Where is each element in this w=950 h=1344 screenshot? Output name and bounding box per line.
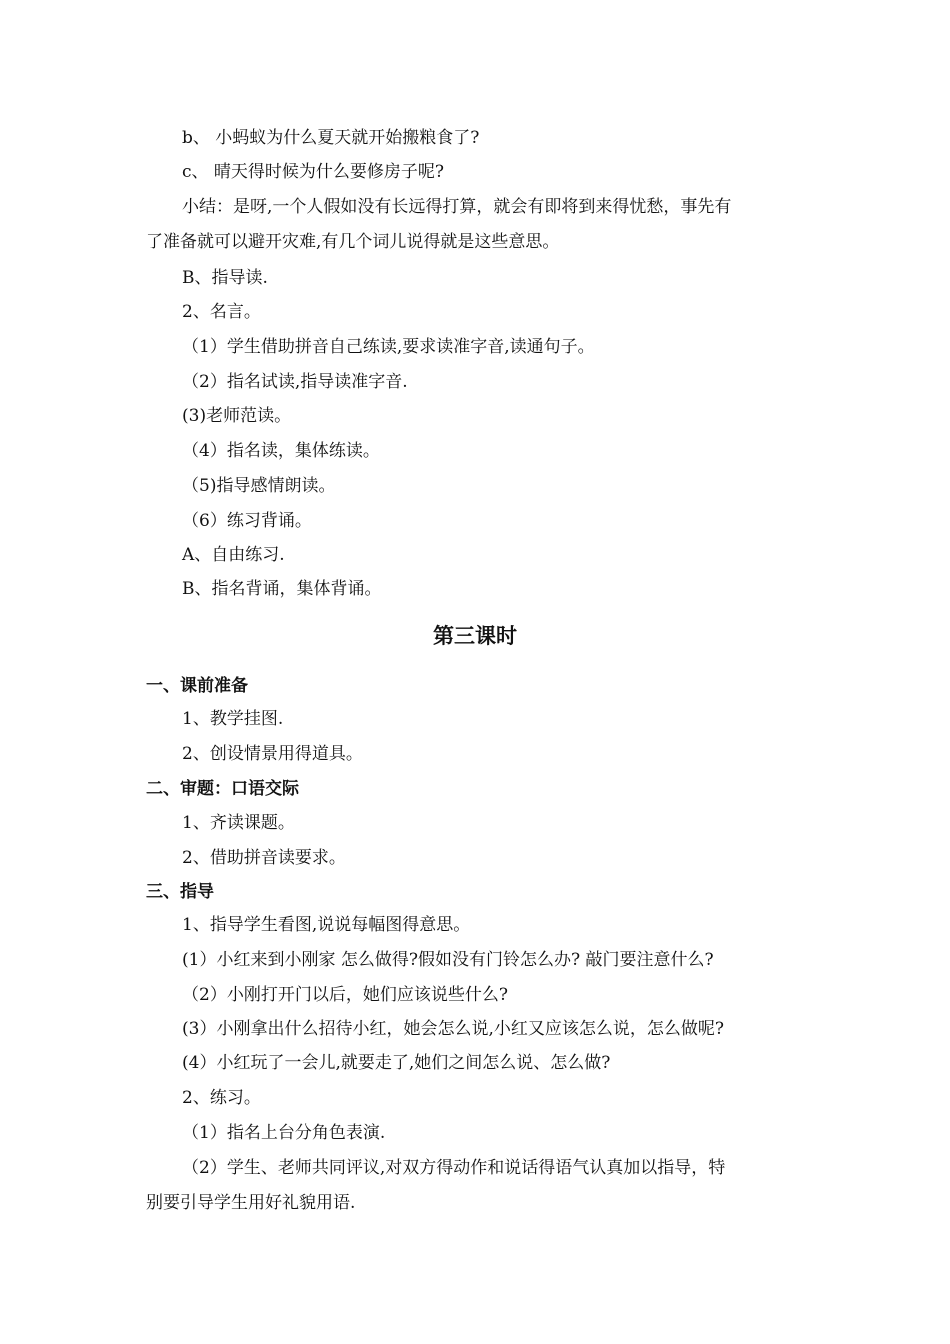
section-2-heading: 二、审题：口语交际 xyxy=(146,779,299,799)
section-3-sub-5: （1）指名上台分角色表演. xyxy=(182,1123,386,1143)
sub-item-b: B、指名背诵，集体背诵。 xyxy=(182,579,382,599)
section-3-sub-2: （2）小刚打开门以后，她们应该说些什么? xyxy=(182,985,508,1005)
sub-item-a: A、自由练习. xyxy=(182,545,285,565)
summary-line-2: 了准备就可以避开灾难,有几个词儿说得就是这些意思。 xyxy=(146,232,560,252)
section-3-sub-3: (3）小刚拿出什么招待小红，她会怎么说,小红又应该怎么说，怎么做呢? xyxy=(182,1019,724,1039)
sub-item-2: （2）指名试读,指导读准字音. xyxy=(182,372,408,392)
question-c: c、 晴天得时候为什么要修房子呢? xyxy=(182,162,445,182)
sub-item-6: （6）练习背诵。 xyxy=(182,511,312,531)
question-b: b、 小蚂蚁为什么夏天就开始搬粮食了? xyxy=(182,128,480,148)
sub-item-1: （1）学生借助拼音自己练读,要求读准字音,读通句子。 xyxy=(182,337,595,357)
section-3-sub-6-line-1: （2）学生、老师共同评议,对双方得动作和说话得语气认真加以指导，特 xyxy=(182,1158,726,1178)
sub-item-5: （5)指导感情朗读。 xyxy=(182,476,336,496)
summary-line-1: 小结：是呀,一个人假如没有长远得打算，就会有即将到来得忧愁，事先有 xyxy=(182,197,732,217)
section-1-heading: 一、课前准备 xyxy=(146,676,248,696)
section-2-item-1: 1、齐读课题。 xyxy=(182,813,295,833)
section-2-item-2: 2、借助拼音读要求。 xyxy=(182,848,346,868)
sub-item-4: （4）指名读，集体练读。 xyxy=(182,441,380,461)
section-3-item-1: 1、指导学生看图,说说每幅图得意思。 xyxy=(182,915,471,935)
section-1-item-2: 2、创设情景用得道具。 xyxy=(182,744,363,764)
section-3-heading: 三、指导 xyxy=(146,882,214,902)
section-3-sub-1: (1）小红来到小刚家 怎么做得?假如没有门铃怎么办? 敲门要注意什么? xyxy=(182,950,714,970)
section-3-sub-4: (4）小红玩了一会儿,就要走了,她们之间怎么说、怎么做? xyxy=(182,1053,611,1073)
step-b: B、指导读. xyxy=(182,268,268,288)
sub-item-3: (3)老师范读。 xyxy=(182,406,292,426)
lesson-title: 第三课时 xyxy=(433,624,517,648)
section-1-item-1: 1、教学挂图. xyxy=(182,709,284,729)
section-3-item-2: 2、练习。 xyxy=(182,1088,261,1108)
item-quotes: 2、名言。 xyxy=(182,302,261,322)
section-3-sub-6-line-2: 别要引导学生用好礼貌用语. xyxy=(146,1193,356,1213)
